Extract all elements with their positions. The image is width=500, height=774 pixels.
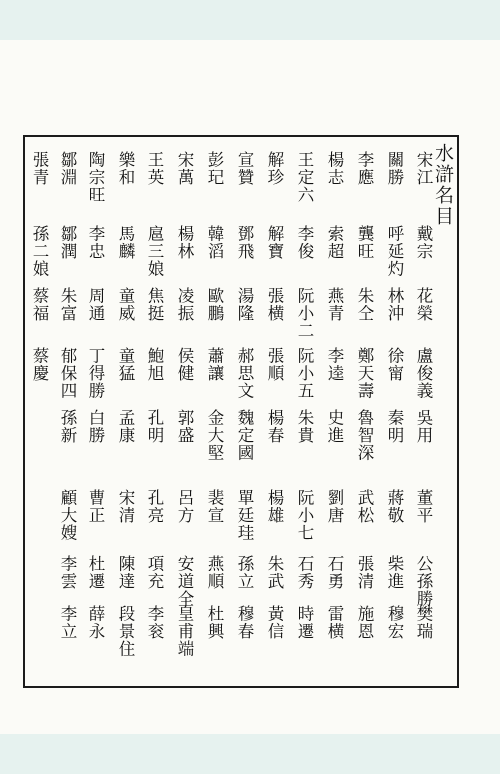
name-column [170,137,198,677]
character-name: 楊林 [175,225,194,260]
character-name: 孫新 [58,409,77,444]
character-name: 呼延灼 [385,225,404,278]
name-column [111,137,139,677]
character-name: 楊春 [265,409,284,444]
character-name: 蔣敬 [385,489,404,524]
character-name: 李雲 [58,555,77,590]
character-name: 周通 [86,287,105,322]
name-column [230,137,258,677]
character-name: 穆春 [235,605,254,640]
name-column [409,137,437,677]
character-name: 蕭讓 [205,347,224,382]
character-name: 鮑旭 [145,347,164,382]
character-name: 燕青 [325,287,344,322]
character-name: 秦明 [385,409,404,444]
character-name: 王英 [145,151,164,186]
character-name: 魏定國 [235,409,254,462]
character-name: 顧大嫂 [58,489,77,542]
name-column [200,137,228,677]
character-name: 郝思文 [235,347,254,400]
character-name: 雷横 [325,605,344,640]
character-name: 童威 [116,287,135,322]
character-name: 魯智深 [355,409,374,462]
name-column [290,137,318,677]
character-name: 阮小五 [295,347,314,400]
character-name: 項充 [145,555,164,590]
character-name: 段景住 [116,605,135,658]
character-name: 張順 [265,347,284,382]
character-name: 蔡福 [30,287,49,322]
character-name: 關勝 [385,151,404,186]
character-name: 曹正 [86,489,105,524]
character-name: 單廷珪 [235,489,254,542]
character-name: 呂方 [175,489,194,524]
character-name: 鄒潤 [58,225,77,260]
character-name: 樊瑞 [414,605,433,640]
character-name: 張横 [265,287,284,322]
character-name: 朱貴 [295,409,314,444]
name-column [350,137,378,677]
character-name: 穆宏 [385,605,404,640]
character-name: 龔旺 [355,225,374,260]
character-name: 吳用 [414,409,433,444]
character-name: 蔡慶 [30,347,49,382]
character-name: 湯隆 [235,287,254,322]
page-title: 水滸名目 [432,143,454,227]
character-name: 孫立 [235,555,254,590]
character-name: 張清 [355,555,374,590]
character-name: 索超 [325,225,344,260]
character-name: 宋萬 [175,151,194,186]
character-name: 燕順 [205,555,224,590]
character-name: 陶宗旺 [86,151,105,204]
character-name: 朱武 [265,555,284,590]
background-band-top [0,0,500,40]
character-name: 解珍 [265,151,284,186]
character-name: 杜興 [205,605,224,640]
character-name: 石勇 [325,555,344,590]
character-name: 鄭天壽 [355,347,374,400]
character-name: 武松 [355,489,374,524]
name-column [53,137,81,677]
character-name: 石秀 [295,555,314,590]
character-name: 朱仝 [355,287,374,322]
character-name: 孔明 [145,409,164,444]
character-name: 時遷 [295,605,314,640]
character-name: 李逵 [325,347,344,382]
character-name: 宣贊 [235,151,254,186]
character-name: 鄧飛 [235,225,254,260]
character-name: 阮小七 [295,489,314,542]
character-name: 安道全 [175,555,194,608]
character-name: 解寶 [265,225,284,260]
character-name: 施恩 [355,605,374,640]
character-name: 王定六 [295,151,314,204]
character-name: 樂和 [116,151,135,186]
character-name: 郭盛 [175,409,194,444]
character-name: 童猛 [116,347,135,382]
character-name: 柴進 [385,555,404,590]
background-band-bottom [0,734,500,774]
character-name: 彭玘 [205,151,224,186]
name-column [320,137,348,677]
character-name: 花榮 [414,287,433,322]
character-name: 孔亮 [145,489,164,524]
character-name: 白勝 [86,409,105,444]
character-name: 黃信 [265,605,284,640]
character-name: 董平 [414,489,433,524]
character-name: 林沖 [385,287,404,322]
character-name: 徐甯 [385,347,404,382]
character-name: 劉唐 [325,489,344,524]
name-column [140,137,168,677]
name-column [260,137,288,677]
character-name: 戴宗 [414,225,433,260]
character-name: 張青 [30,151,49,186]
name-column [25,137,53,677]
character-name: 盧俊義 [414,347,433,400]
character-name: 丁得勝 [86,347,105,400]
character-name: 郁保四 [58,347,77,400]
character-name: 焦挺 [145,287,164,322]
character-name: 孫二娘 [30,225,49,278]
character-name: 李立 [58,605,77,640]
character-name: 朱富 [58,287,77,322]
character-name: 楊雄 [265,489,284,524]
character-name: 孟康 [116,409,135,444]
text-frame [23,135,459,688]
character-name: 宋清 [116,489,135,524]
character-name: 韓滔 [205,225,224,260]
character-name: 凌振 [175,287,194,322]
character-name: 扈三娘 [145,225,164,278]
name-column [380,137,408,677]
character-name: 馬麟 [116,225,135,260]
character-name: 李俊 [295,225,314,260]
character-name: 侯健 [175,347,194,382]
character-name: 薛永 [86,605,105,640]
character-name: 李應 [355,151,374,186]
character-name: 杜遷 [86,555,105,590]
character-name: 阮小二 [295,287,314,340]
character-name: 鄒淵 [58,151,77,186]
character-name: 公孫勝 [414,555,433,608]
character-name: 陳達 [116,555,135,590]
character-name: 歐鵬 [205,287,224,322]
character-name: 楊志 [325,151,344,186]
name-column [81,137,109,677]
character-name: 史進 [325,409,344,444]
character-name: 皇甫端 [175,605,194,658]
character-name: 裴宣 [205,489,224,524]
character-name: 金大堅 [205,409,224,462]
character-name: 宋江 [414,151,433,186]
character-name: 李衮 [145,605,164,640]
character-name: 李忠 [86,225,105,260]
